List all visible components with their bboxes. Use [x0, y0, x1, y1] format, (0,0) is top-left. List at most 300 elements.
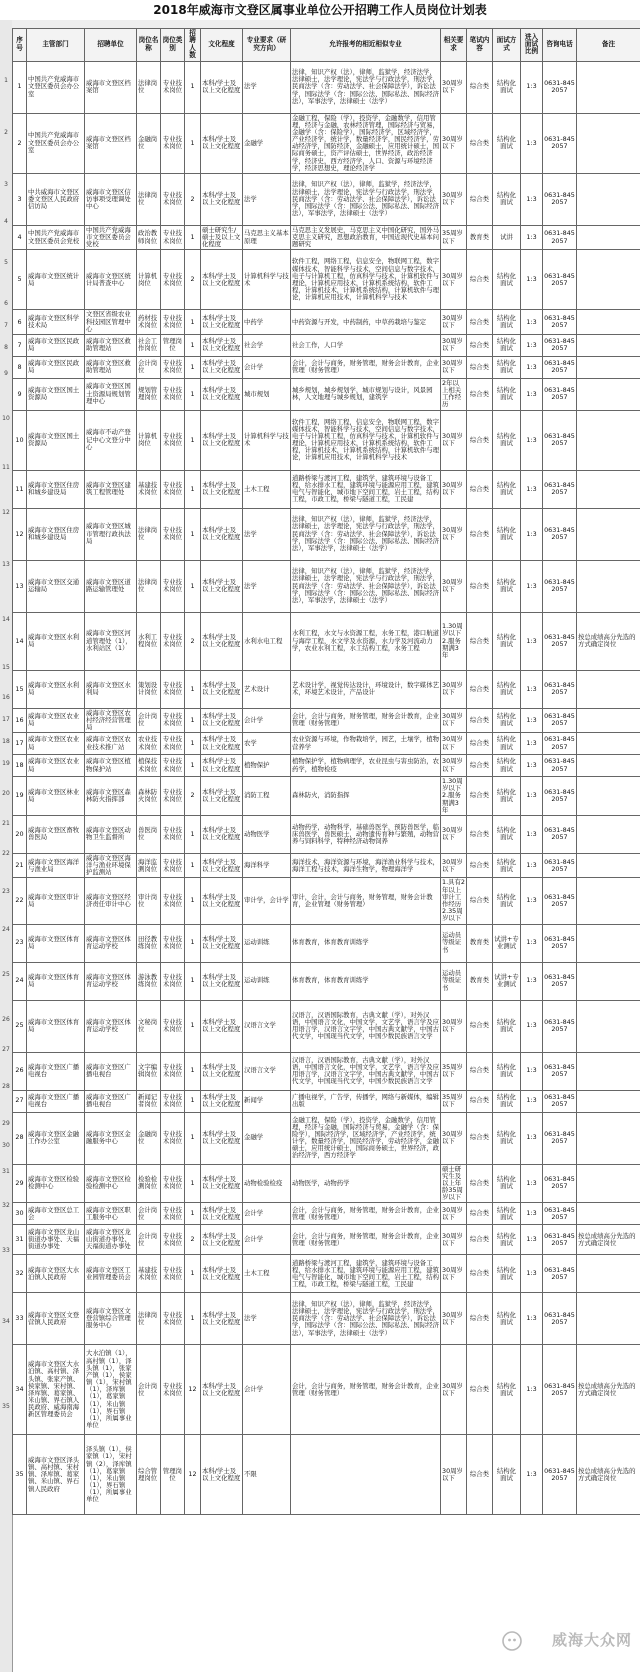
- column-header: 专业要求（研究方向）: [243, 29, 291, 62]
- cell-ratio: 1:3: [521, 853, 543, 878]
- cell-no: 9: [13, 378, 27, 410]
- column-header: 文化程度: [201, 29, 243, 62]
- cell-req: 1.30周岁以下 2.服务期满3年: [441, 777, 467, 816]
- table-row: [13, 225, 640, 250]
- cell-edu: 本科/学士及以上文化程度: [201, 173, 243, 225]
- cell-tel: 0631-8452057: [543, 508, 577, 560]
- cell-unit: 威海市文登区广播电视台: [85, 1052, 137, 1090]
- cell-ratio: 1:3: [521, 113, 543, 173]
- cell-unit: 文登区省级农业科技园区管理中心: [85, 310, 137, 335]
- table-row: [13, 612, 640, 670]
- cell-exam: 综合类: [467, 250, 493, 310]
- cell-note: [577, 755, 640, 777]
- cell-cat: 专业技术岗位: [161, 508, 185, 560]
- table-row: [13, 1112, 640, 1164]
- cell-tel: 0631-8452057: [543, 1052, 577, 1090]
- cell-no: 7: [13, 334, 27, 356]
- row-number: 34: [2, 1318, 10, 1325]
- cell-note: [577, 853, 640, 878]
- cell-ratio: 1:3: [521, 1164, 543, 1203]
- cell-exam: 教育类: [467, 225, 493, 250]
- cell-req: 30周岁以下: [441, 508, 467, 560]
- table-row: [13, 250, 640, 310]
- cell-ratio: 1:3: [521, 708, 543, 733]
- table-row: [13, 755, 640, 777]
- cell-note: [577, 670, 640, 708]
- cell-major: 汉语言文学: [243, 1052, 291, 1090]
- cell-exam: 综合类: [467, 1112, 493, 1164]
- cell-num: 1: [185, 815, 201, 853]
- cell-note: 按总成绩高分先选的方式确定岗位: [577, 1435, 640, 1515]
- cell-exam: 综合类: [467, 334, 493, 356]
- row-number: 15: [2, 664, 10, 671]
- cell-post: 文秘岗位: [137, 1000, 161, 1052]
- cell-similar: 海洋技术，海洋资源与环境，海洋渔业科学与技术，海洋工程与技术，海洋生物学，物理海洋学: [291, 853, 441, 878]
- cell-ratio: 1:3: [521, 225, 543, 250]
- cell-note: [577, 1164, 640, 1203]
- cell-iv: 结构化面试: [493, 777, 521, 816]
- cell-req: 30周岁以下: [441, 356, 467, 378]
- cell-num: 12: [185, 1435, 201, 1515]
- cell-note: [577, 1203, 640, 1225]
- cell-dept: 威海市文登区住房和城乡建设局: [27, 508, 85, 560]
- cell-post: 新闻记者岗位: [137, 1090, 161, 1112]
- cell-note: [577, 334, 640, 356]
- cell-no: 8: [13, 356, 27, 378]
- cell-edu: 本科/学士及以上文化程度: [201, 334, 243, 356]
- cell-tel: 0631-8452057: [543, 733, 577, 755]
- cell-major: 会计学: [243, 356, 291, 378]
- cell-unit: 威海市文登区森林防火指挥部: [85, 777, 137, 816]
- cell-dept: 威海市文登区水利局: [27, 670, 85, 708]
- column-header: 岗位类别: [161, 29, 185, 62]
- cell-tel: 0631-8452057: [543, 225, 577, 250]
- cell-num: 1: [185, 878, 201, 924]
- cell-ratio: 1:3: [521, 1293, 543, 1345]
- cell-edu: 本科/学士及以上文化程度: [201, 1435, 243, 1515]
- cell-edu: 本科/学士及以上文化程度: [201, 61, 243, 113]
- cell-no: 14: [13, 612, 27, 670]
- row-number: 3: [4, 181, 8, 188]
- table-row: [13, 924, 640, 962]
- cell-note: [577, 1293, 640, 1345]
- cell-tel: 0631-8452057: [543, 853, 577, 878]
- cell-iv: 试讲: [493, 225, 521, 250]
- cell-no: 3: [13, 173, 27, 225]
- cell-req: 30周岁以下: [441, 334, 467, 356]
- cell-iv: 试讲+专业测试: [493, 924, 521, 962]
- cell-post: 政治教师岗位: [137, 225, 161, 250]
- row-number: 20: [2, 790, 10, 797]
- cell-cat: 专业技术岗位: [161, 113, 185, 173]
- cell-num: 1: [185, 334, 201, 356]
- cell-post: 会计岗位: [137, 356, 161, 378]
- cell-iv: 结构化面试: [493, 755, 521, 777]
- cell-dept: 威海市文登区大水泊镇、高村镇、泽头镇、张家产镇、侯家镇、宋村镇、泽库镇、葛家镇、米山镇、界石镇人民政府、威海南海新区管理委员会: [27, 1345, 85, 1435]
- cell-similar: 法律，知识产权（法），律师，监狱学，经济法学，法律硕士，法学理论，宪法学与行政法学，刑法学，民商法学（含：劳动法学、社会保障法学），诉讼法学，国际法学（含：国际公法、国际私法、国际经济法），军事法学，法律硕士（法学）: [291, 508, 441, 560]
- cell-unit: 威海市文登区救助管理站: [85, 356, 137, 378]
- cell-similar: 会计，会计与商务，财务管理，财务会计教育，企业管理（财务管理）: [291, 1203, 441, 1225]
- cell-note: [577, 1052, 640, 1090]
- cell-similar: 植物保护学，植物病理学，农业昆虫与害虫防治，农药学，植物检疫: [291, 755, 441, 777]
- table-row: [13, 378, 640, 410]
- cell-ratio: 1:3: [521, 924, 543, 962]
- cell-no: 15: [13, 670, 27, 708]
- row-number: 14: [2, 616, 10, 623]
- cell-iv: 试讲+专业测试: [493, 962, 521, 1000]
- cell-post: 田径教练岗位: [137, 924, 161, 962]
- table-row: [13, 733, 640, 755]
- recruitment-table: [12, 28, 640, 1515]
- column-header: 相关要求: [441, 29, 467, 62]
- cell-major: 动物检验检疫: [243, 1164, 291, 1203]
- cell-dept: 威海市文登区科学技术局: [27, 310, 85, 335]
- cell-req: 硕士研究生及以上年龄35周岁以下: [441, 1164, 467, 1203]
- cell-post: 药材技术岗位: [137, 310, 161, 335]
- cell-unit: 威海市文登区农业技术推广站: [85, 733, 137, 755]
- cell-post: 法律岗位: [137, 508, 161, 560]
- cell-tel: 0631-8452057: [543, 334, 577, 356]
- cell-no: 11: [13, 470, 27, 508]
- cell-exam: 综合类: [467, 1225, 493, 1255]
- cell-note: [577, 733, 640, 755]
- column-header: 主管部门: [27, 29, 85, 62]
- cell-dept: 威海市文登区金融工作办公室: [27, 1112, 85, 1164]
- cell-post: 计算机岗位: [137, 410, 161, 470]
- cell-cat: 专业技术岗位: [161, 708, 185, 733]
- cell-ratio: 1:3: [521, 1052, 543, 1090]
- cell-note: [577, 250, 640, 310]
- row-number: 9: [4, 370, 8, 377]
- cell-note: [577, 815, 640, 853]
- watermark-text: 威海大众网: [551, 1631, 632, 1649]
- table-row: [13, 670, 640, 708]
- cell-exam: 综合类: [467, 1164, 493, 1203]
- cell-dept: 中国共产党威海市文登区委员会办公室: [27, 113, 85, 173]
- cell-similar: 会计，会计与商务，财务管理，财务会计教育，企业管理（财务管理）: [291, 708, 441, 733]
- cell-num: 1: [185, 508, 201, 560]
- cell-req: 30周岁以下: [441, 560, 467, 612]
- cell-unit: 威海市文登区体育运动学校: [85, 962, 137, 1000]
- cell-ratio: 1:3: [521, 250, 543, 310]
- cell-tel: 0631-8452057: [543, 1293, 577, 1345]
- cell-post: 综合管理岗位: [137, 1435, 161, 1515]
- cell-post: 会计岗位: [137, 1345, 161, 1435]
- cell-tel: 0631-8452057: [543, 670, 577, 708]
- cell-exam: 综合类: [467, 1293, 493, 1345]
- cell-edu: 本科/学士及以上文化程度: [201, 924, 243, 962]
- cell-major: 法学: [243, 173, 291, 225]
- cell-cat: 专业技术岗位: [161, 1293, 185, 1345]
- cell-ratio: 1:3: [521, 962, 543, 1000]
- cell-num: 1: [185, 962, 201, 1000]
- cell-dept: 威海市文登区国土资源局: [27, 410, 85, 470]
- cell-post: 金融岗位: [137, 1112, 161, 1164]
- cell-dept: 威海市文登区体育局: [27, 962, 85, 1000]
- cell-tel: 0631-8452057: [543, 470, 577, 508]
- cell-unit: 威海市文登区农村经济经营管理局: [85, 708, 137, 733]
- cell-cat: 专业技术岗位: [161, 310, 185, 335]
- row-number: 29: [2, 1120, 10, 1127]
- cell-iv: 结构化面试: [493, 173, 521, 225]
- cell-post: 法律岗位: [137, 1293, 161, 1345]
- cell-no: 21: [13, 853, 27, 878]
- cell-req: 30周岁以下: [441, 1225, 467, 1255]
- cell-tel: 0631-8452057: [543, 815, 577, 853]
- table-row: [13, 708, 640, 733]
- cell-major: 海洋科学: [243, 853, 291, 878]
- table-row: [13, 113, 640, 173]
- row-number: 32: [2, 1202, 10, 1209]
- cell-ratio: 1:3: [521, 733, 543, 755]
- cell-tel: 0631-8452057: [543, 310, 577, 335]
- cell-unit: 威海市文登区金融服务中心: [85, 1112, 137, 1164]
- cell-note: [577, 356, 640, 378]
- cell-tel: 0631-8452057: [543, 708, 577, 733]
- cell-unit: 威海市文登区植物保护站: [85, 755, 137, 777]
- cell-similar: 汉语言，汉语国际教育，古典文献（学），对外汉语，中国语言文化，中国文学，文艺学，语言学及应用语言学，汉语言文字学，中国古典文献学，中国古代文学，中国现当代文学，中国少数民族语言文学: [291, 1052, 441, 1090]
- cell-unit: 威海市文登区体育运动学校: [85, 924, 137, 962]
- table-title: 2018年威海市文登区属事业单位公开招聘工作人员岗位计划表: [0, 0, 640, 21]
- cell-unit: 威海市不动产登记中心文登分中心: [85, 410, 137, 470]
- cell-note: [577, 508, 640, 560]
- cell-iv: 结构化面试: [493, 508, 521, 560]
- cell-num: 1: [185, 1293, 201, 1345]
- row-number: 13: [2, 561, 10, 568]
- cell-unit: 威海市文登区统计局普查中心: [85, 250, 137, 310]
- cell-unit: 威海市文登区龙山街道办事处、天福街道办事处: [85, 1225, 137, 1255]
- cell-exam: 综合类: [467, 708, 493, 733]
- cell-cat: 专业技术岗位: [161, 250, 185, 310]
- row-number: 6: [4, 300, 8, 307]
- cell-major: 运动训练: [243, 924, 291, 962]
- cell-exam: 综合类: [467, 878, 493, 924]
- row-number: 24: [2, 926, 10, 933]
- cell-edu: 本科/学士及以上文化程度: [201, 1164, 243, 1203]
- cell-edu: 本科/学士及以上文化程度: [201, 1345, 243, 1435]
- cell-edu: 本科/学士及以上文化程度: [201, 310, 243, 335]
- table-row: [13, 173, 640, 225]
- column-header: 招聘单位: [85, 29, 137, 62]
- cell-edu: 本科/学士及以上文化程度: [201, 962, 243, 1000]
- cell-iv: 结构化面试: [493, 1255, 521, 1293]
- cell-num: 1: [185, 1164, 201, 1203]
- table-row: [13, 1293, 640, 1345]
- cell-cat: 专业技术岗位: [161, 173, 185, 225]
- table-row: [13, 1203, 640, 1225]
- cell-dept: 威海市文登区水利局: [27, 612, 85, 670]
- cell-no: 29: [13, 1164, 27, 1203]
- cell-iv: 结构化面试: [493, 410, 521, 470]
- cell-cat: 专业技术岗位: [161, 1112, 185, 1164]
- cell-unit: 威海市文登区信访事项受理调处中心: [85, 173, 137, 225]
- cell-dept: 威海市文登区交通运输局: [27, 560, 85, 612]
- cell-req: 运动员等级证书: [441, 962, 467, 1000]
- cell-unit: 中国共产党威海市文登区委员会党校: [85, 225, 137, 250]
- cell-iv: 结构化面试: [493, 853, 521, 878]
- cell-major: 马克思主义基本原理: [243, 225, 291, 250]
- cell-post: 规划管理岗位: [137, 378, 161, 410]
- cell-ratio: 1:3: [521, 815, 543, 853]
- cell-num: 1: [185, 1255, 201, 1293]
- cell-unit: 威海市文登区水利局: [85, 670, 137, 708]
- cell-note: [577, 1112, 640, 1164]
- cell-iv: 结构化面试: [493, 1112, 521, 1164]
- row-number: 22: [2, 850, 10, 857]
- cell-major: 消防工程: [243, 777, 291, 816]
- cell-note: [577, 708, 640, 733]
- row-number: 17: [2, 716, 10, 723]
- cell-post: 策划设计岗位: [137, 670, 161, 708]
- row-number: 19: [2, 760, 10, 767]
- cell-similar: 中药资源与开发，中药制药，中草药栽培与鉴定: [291, 310, 441, 335]
- cell-unit: 威海市文登区广播电视台: [85, 1090, 137, 1112]
- cell-dept: 威海市文登区畜牧兽医局: [27, 815, 85, 853]
- cell-cat: 专业技术岗位: [161, 670, 185, 708]
- cell-similar: 城乡规划，城乡规划学，城市规划与设计，风景园林，人文地理与城乡规划，建筑学: [291, 378, 441, 410]
- cell-num: 1: [185, 708, 201, 733]
- cell-post: 会计岗位: [137, 1203, 161, 1225]
- cell-major: 会计学: [243, 1345, 291, 1435]
- cell-num: 1: [185, 113, 201, 173]
- cell-iv: 结构化面试: [493, 378, 521, 410]
- cell-cat: 专业技术岗位: [161, 1225, 185, 1255]
- cell-ratio: 1:3: [521, 334, 543, 356]
- cell-no: 6: [13, 310, 27, 335]
- cell-ratio: 1:3: [521, 878, 543, 924]
- cell-unit: 威海市文登区档案馆: [85, 61, 137, 113]
- cell-cat: 专业技术岗位: [161, 612, 185, 670]
- cell-similar: 法律，知识产权（法），律师，监狱学，经济法学，法律硕士，法学理论，宪法学与行政法学，刑法学，民商法学（含：劳动法学、社会保障法学），诉讼法学，国际法学（含：国际公法、国际私法、国际经济法），军事法学，法律硕士（法学）: [291, 1293, 441, 1345]
- cell-edu: 本科/学士及以上文化程度: [201, 670, 243, 708]
- cell-num: 1: [185, 733, 201, 755]
- cell-edu: 本科/学士及以上文化程度: [201, 612, 243, 670]
- row-number: 4: [4, 218, 8, 225]
- cell-iv: 结构化面试: [493, 250, 521, 310]
- table-row: [13, 1164, 640, 1203]
- cell-no: 18: [13, 755, 27, 777]
- cell-req: 30周岁以下: [441, 113, 467, 173]
- column-header: 岗位名称: [137, 29, 161, 62]
- cell-tel: 0631-8452057: [543, 1435, 577, 1515]
- cell-cat: 专业技术岗位: [161, 962, 185, 1000]
- cell-edu: 本科/学士及以上文化程度: [201, 1255, 243, 1293]
- cell-cat: 专业技术岗位: [161, 61, 185, 113]
- cell-major: 土木工程: [243, 470, 291, 508]
- cell-similar: 法律，知识产权（法），律师，监狱学，经济法学，法律硕士，法学理论，宪法学与行政法学，刑法学，民商法学（含：劳动法学、社会保障法学），诉讼法学，国际法学（含：国际公法、国际私法、国际经济法），军事法学，法律硕士（法学）: [291, 560, 441, 612]
- cell-num: 2: [185, 173, 201, 225]
- cell-dept: 威海市文登区文登营镇人民政府: [27, 1293, 85, 1345]
- cell-ratio: 1:3: [521, 1435, 543, 1515]
- cell-iv: 结构化面试: [493, 1435, 521, 1515]
- cell-major: 会计学: [243, 1203, 291, 1225]
- cell-major: 法学: [243, 560, 291, 612]
- cell-edu: 硕士研究生/硕士及以上文化程度: [201, 225, 243, 250]
- cell-note: [577, 410, 640, 470]
- cell-ratio: 1:3: [521, 173, 543, 225]
- cell-edu: 本科/学士及以上文化程度: [201, 470, 243, 508]
- cell-tel: 0631-8452057: [543, 1203, 577, 1225]
- row-number: 16: [2, 694, 10, 701]
- cell-major: 水利水电工程: [243, 612, 291, 670]
- cell-exam: 教育类: [467, 962, 493, 1000]
- cell-req: 1.具有2年以上审计工作经历 2.35周岁以下: [442, 878, 465, 923]
- cell-req: 30周岁以下: [441, 1000, 467, 1052]
- cell-similar: 广播电视学，广告学，传播学，网络与新媒体，编辑出版: [291, 1090, 441, 1112]
- cell-note: [577, 962, 640, 1000]
- cell-cat: 专业技术岗位: [161, 1345, 185, 1435]
- row-number: 33: [2, 1247, 10, 1254]
- cell-ratio: 1:3: [521, 508, 543, 560]
- cell-note: [577, 1090, 640, 1112]
- cell-post: 法律岗位: [137, 173, 161, 225]
- cell-unit: 泽头镇（1），侯家镇（1），宋村镇（2），泽库镇（1），葛家镇（1），米山镇（1），界石镇（1），所属事业单位: [85, 1435, 137, 1515]
- cell-similar: 艺术设计学，视觉传达设计，环境设计，数字媒体艺术，环境艺术设计，产品设计: [291, 670, 441, 708]
- cell-ratio: 1:3: [521, 410, 543, 470]
- row-number: 23: [2, 888, 10, 895]
- cell-post: 会计岗位: [137, 708, 161, 733]
- cell-exam: 教育类: [467, 924, 493, 962]
- row-number: 10: [2, 415, 10, 422]
- cell-major: 金融学: [243, 113, 291, 173]
- cell-no: 5: [13, 250, 27, 310]
- cell-similar: 森林防火，消防指挥: [291, 777, 441, 816]
- cell-dept: 威海市文登区审计局: [27, 878, 85, 924]
- cell-note: [577, 1000, 640, 1052]
- cell-no: 19: [13, 777, 27, 816]
- cell-edu: 本科/学士及以上文化程度: [201, 733, 243, 755]
- cell-similar: 道路桥梁与渡河工程，建筑学，建筑环境与设备工程，给水排水工程，建筑环境与能源应用工程，建筑电气与智能化，城市地下空间工程，岩土工程，结构工程，市政工程，桥梁与隧道工程，工民建: [291, 1255, 441, 1293]
- cell-unit: 威海市文登区建筑工程管理处: [85, 470, 137, 508]
- cell-unit: 威海市文登区文登营镇综合管理服务中心: [85, 1293, 137, 1345]
- cell-major: 会计学: [243, 1225, 291, 1255]
- cell-req: 35周岁以下: [441, 225, 467, 250]
- cell-post: 基建技术岗位: [137, 470, 161, 508]
- cell-req: 30周岁以下: [441, 61, 467, 113]
- cell-no: 17: [13, 733, 27, 755]
- cell-post: 社会工作岗位: [137, 334, 161, 356]
- table-row: [13, 410, 640, 470]
- cell-dept: 威海市文登区广播电视台: [27, 1090, 85, 1112]
- cell-post: 计算机岗位: [137, 250, 161, 310]
- cell-major: 金融学: [243, 1112, 291, 1164]
- cell-tel: 0631-8452057: [543, 173, 577, 225]
- row-number: 7: [4, 322, 8, 329]
- cell-post: 法律岗位: [137, 61, 161, 113]
- row-number: 5: [4, 259, 8, 266]
- cell-cat: 专业技术岗位: [161, 755, 185, 777]
- table-row: [13, 1052, 640, 1090]
- cell-num: 1: [185, 225, 201, 250]
- cell-major: 汉语言文学: [243, 1000, 291, 1052]
- cell-post: 游泳教练岗位: [137, 962, 161, 1000]
- cell-tel: 0631-8452057: [543, 113, 577, 173]
- row-number: 12: [2, 509, 10, 516]
- column-header: 招聘人数: [185, 29, 201, 62]
- cell-major: 城市规划: [243, 378, 291, 410]
- column-header: 备注: [577, 29, 640, 62]
- cell-exam: 综合类: [467, 1435, 493, 1515]
- cell-edu: 本科/学士及以上文化程度: [201, 853, 243, 878]
- cell-dept: 威海市文登区广播电视台: [27, 1052, 85, 1090]
- cell-iv: 结构化面试: [493, 1225, 521, 1255]
- cell-no: 4: [13, 225, 27, 250]
- cell-exam: 综合类: [467, 1345, 493, 1435]
- cell-tel: 0631-8452057: [543, 1112, 577, 1164]
- cell-similar: 会计，会计与商务，财务管理，财务会计教育，企业管理（财务管理）: [291, 356, 441, 378]
- cell-major: 社会学: [243, 334, 291, 356]
- cell-edu: 本科/学士及以上文化程度: [201, 1000, 243, 1052]
